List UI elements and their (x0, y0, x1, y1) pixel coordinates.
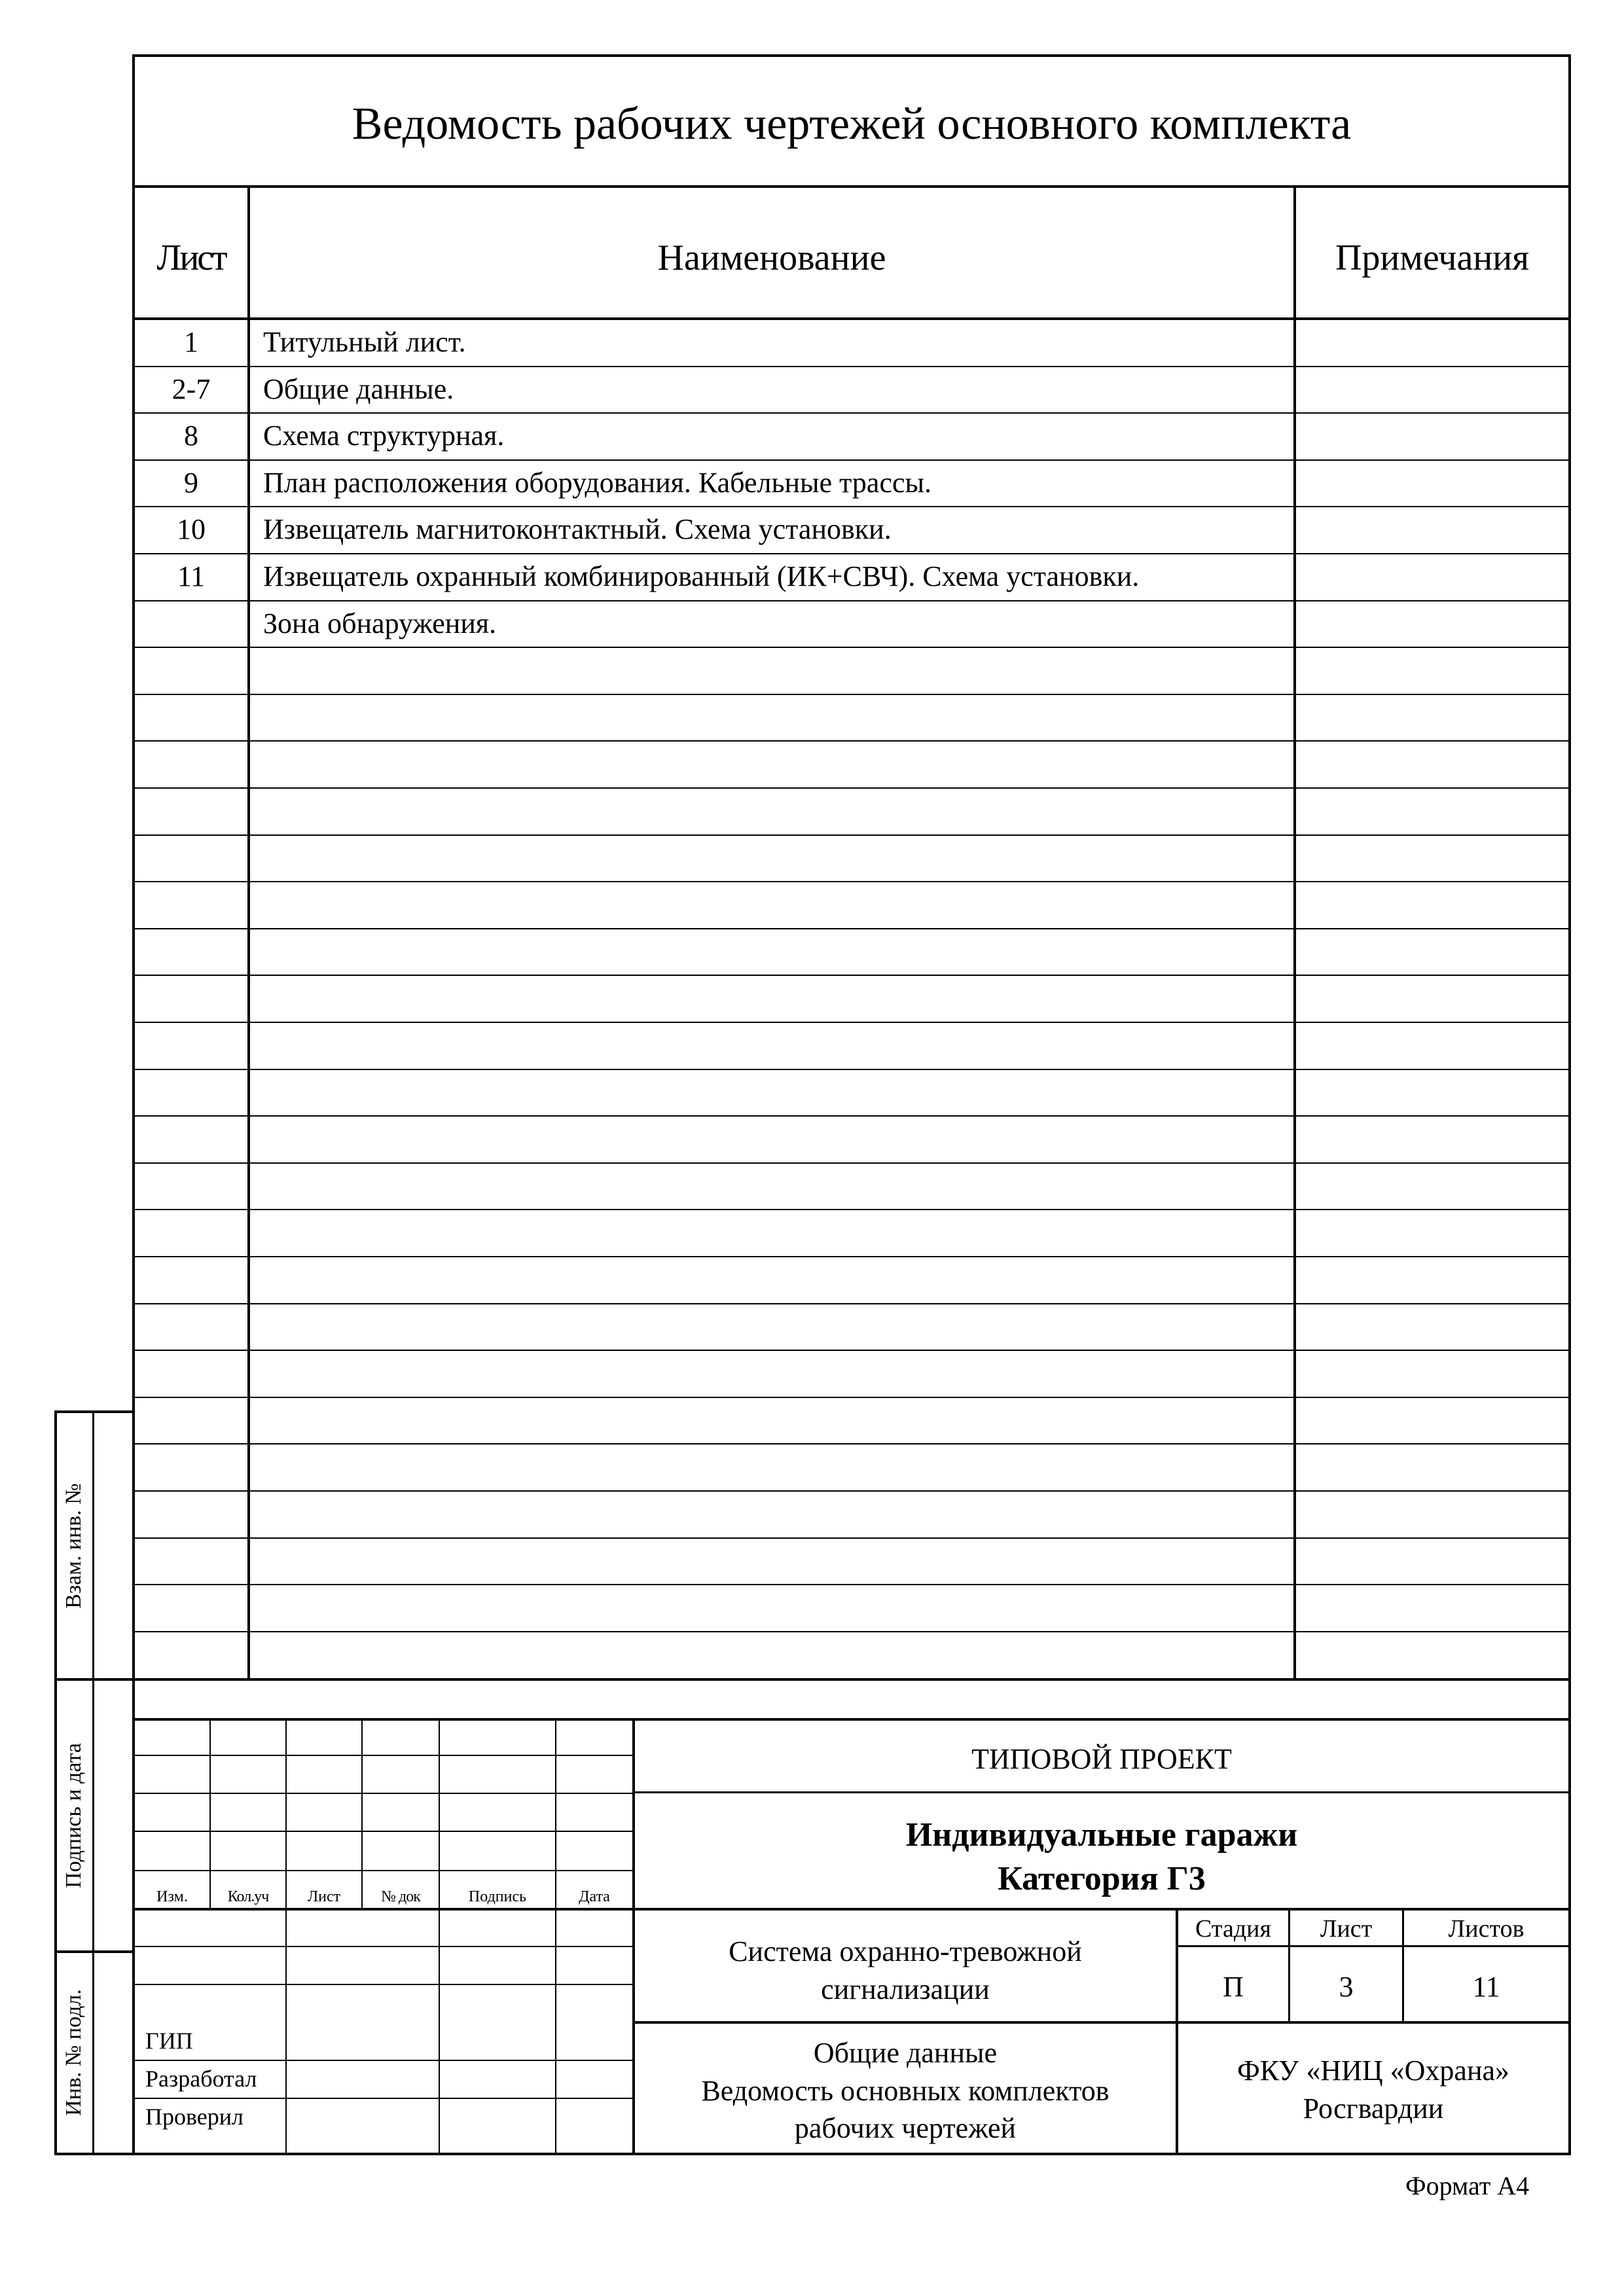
table-cell-name: Титульный лист. (263, 326, 466, 358)
table-row-divider (132, 740, 1571, 742)
sheet-header: Лист (1320, 1915, 1373, 1943)
stamp-replace-inv: Взам. инв. № (62, 1483, 86, 1609)
column-header-notes: Примечания (1335, 238, 1530, 278)
table-row-divider (132, 553, 1571, 554)
project-type: ТИПОВОЙ ПРОЕКТ (971, 1743, 1232, 1775)
table-row-divider (132, 1443, 1571, 1444)
table-row-divider (132, 1397, 1571, 1398)
table-row-divider (132, 1115, 1571, 1117)
table-row-divider (132, 1631, 1571, 1632)
table-row-divider (132, 834, 1571, 836)
table-row-divider (132, 1162, 1571, 1164)
system-name-line2: сигнализации (821, 1973, 990, 2005)
table-row-divider (132, 1303, 1571, 1304)
stage-value: П (1223, 1971, 1244, 2003)
stamp-inv-orig: Инв. № подл. (62, 1989, 86, 2116)
table-cell-sheet: 9 (184, 467, 198, 499)
table-cell-name: Извещатель охранный комбинированный (ИК+СВЧ). Схема установки. (263, 560, 1140, 592)
column-header-name: Наименование (657, 238, 886, 278)
table-cell-sheet: 11 (177, 560, 206, 592)
table-row-divider (132, 1209, 1571, 1210)
table-row-divider (132, 1350, 1571, 1351)
table-row-divider (132, 1537, 1571, 1539)
doc-name-line3: рабочих чертежей (794, 2112, 1017, 2144)
project-name-line2: Категория Г3 (998, 1860, 1206, 1897)
table-row-divider (132, 1490, 1571, 1492)
table-row-divider (132, 1256, 1571, 1257)
column-header-sheet: Лист (156, 238, 226, 278)
table-row-divider (132, 366, 1571, 367)
rev-header-kol-uch: Кол.уч (227, 1888, 269, 1905)
table-row-divider (132, 647, 1571, 648)
rev-header-list: Лист (307, 1888, 341, 1905)
table-row-divider (132, 459, 1571, 461)
sheet-value: 3 (1339, 1971, 1354, 2003)
rev-header-izm: Изм. (156, 1888, 188, 1905)
organization-line2: Росгвардии (1303, 2092, 1444, 2125)
table-cell-sheet: 1 (184, 326, 198, 358)
doc-name-line2: Ведомость основных комплектов (701, 2075, 1110, 2107)
table-cell-sheet: 10 (177, 513, 206, 545)
table-row-divider (132, 600, 1571, 601)
table-row-divider (132, 1069, 1571, 1070)
sheets-value: 11 (1472, 1971, 1500, 2003)
table-cell-name: План расположения оборудования. Кабельные трассы. (263, 467, 932, 499)
role-developed: Разработал (145, 2066, 257, 2092)
rev-header-n-dok: № док (381, 1888, 420, 1905)
table-cell-sheet: 8 (184, 420, 198, 452)
document-title: Ведомость рабочих чертежей основного комплекта (352, 99, 1352, 149)
rev-header-data: Дата (579, 1888, 610, 1905)
table-row-divider (132, 1022, 1571, 1023)
organization-line1: ФКУ «НИЦ «Охрана» (1236, 2054, 1510, 2087)
role-gip: ГИП (145, 2028, 193, 2054)
project-name-line1: Индивидуальные гаражи (905, 1816, 1298, 1854)
table-cell-name: Извещатель магнитоконтактный. Схема установки. (263, 513, 892, 545)
table-cell-name: Схема структурная. (263, 420, 505, 452)
table-cell-sheet: 2-7 (171, 373, 211, 405)
table-cell-name: Зона обнаружения. (263, 607, 497, 639)
table-cell-name: Общие данные. (263, 373, 454, 405)
table-row-divider (132, 975, 1571, 976)
sheets-header: Листов (1448, 1915, 1525, 1943)
doc-name-line1: Общие данные (813, 2037, 998, 2069)
table-row-divider (132, 1584, 1571, 1585)
table-row-divider (132, 506, 1571, 507)
table-row-divider (132, 694, 1571, 695)
table-row-divider (132, 787, 1571, 789)
table-row-divider (132, 928, 1571, 929)
rev-header-podpis: Подпись (468, 1888, 527, 1905)
role-checked: Проверил (145, 2104, 244, 2130)
table-row-divider (132, 412, 1571, 414)
format-label: Формат А4 (1405, 2171, 1530, 2200)
stage-header: Стадия (1195, 1915, 1271, 1943)
system-name-line1: Система охранно-тревожной (729, 1935, 1082, 1967)
table-row-divider (132, 881, 1571, 882)
stamp-sign-date: Подпись и дата (62, 1743, 86, 1888)
